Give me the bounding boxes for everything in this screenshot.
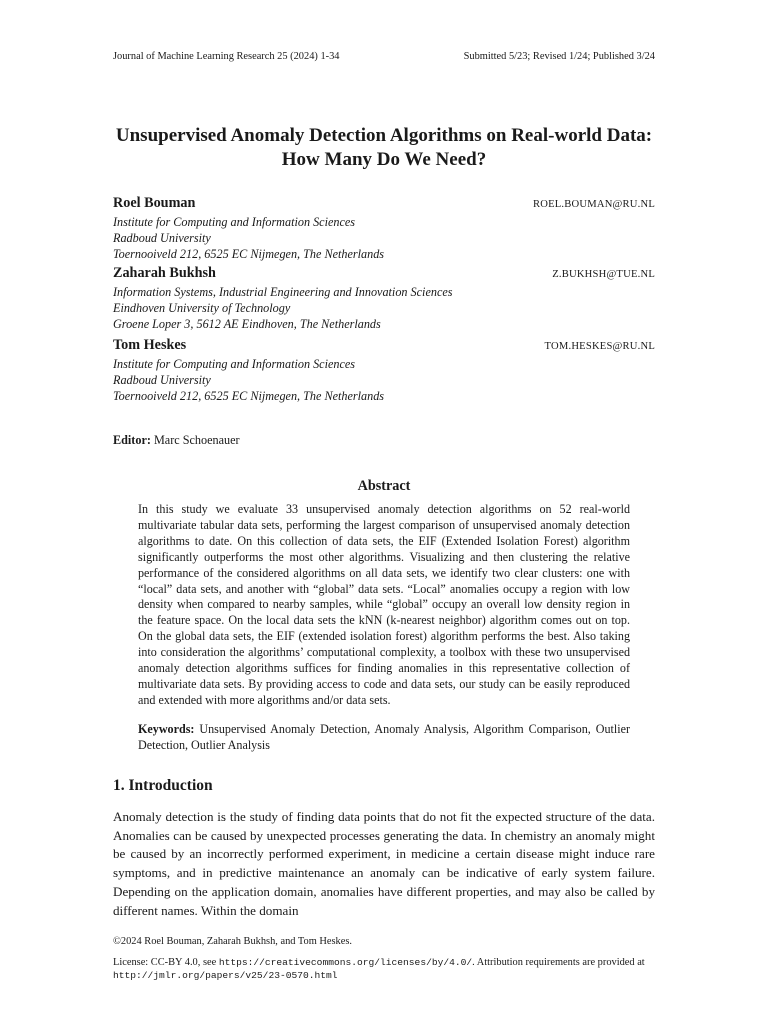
license-prefix: License: CC-BY 4.0, see: [113, 957, 219, 968]
affiliation-line: Institute for Computing and Information Sciences: [113, 357, 356, 371]
affiliation-line: Eindhoven University of Technology: [113, 301, 291, 315]
affiliation-line: Information Systems, Industrial Engineering and Innovation Sciences: [113, 285, 453, 299]
author-name: Tom Heskes: [113, 337, 187, 353]
section-heading: 1. Introduction: [113, 777, 213, 794]
affiliation-line: Institute for Computing and Information Sciences: [113, 215, 356, 229]
affiliation-line: Groene Loper 3, 5612 AE Eindhoven, The Netherlands: [113, 317, 381, 331]
affiliation-line: Toernooiveld 212, 6525 EC Nijmegen, The Netherlands: [113, 247, 385, 261]
affiliation-line: Toernooiveld 212, 6525 EC Nijmegen, The Netherlands: [113, 389, 385, 403]
author-block: [113, 337, 655, 404]
license-link[interactable]: https://creativecommons.org/licenses/by/4.0/: [218, 957, 473, 968]
editor-label: Editor:: [113, 433, 151, 447]
copyright-notice: ©2024 Roel Bouman, Zaharah Bukhsh, and Tom Heskes.: [113, 936, 352, 947]
keywords: [138, 722, 630, 754]
license-notice: [113, 956, 658, 982]
author-name: Zaharah Bukhsh: [113, 265, 216, 281]
section-body: Anomaly detection is the study of finding data points that do not fit the expected structure of the data. Anomalies can be caused by unexpected processes generating the data. In chemistry an anomaly might be caused by an incorrectly performed experiment, in medicine a certain disease might induce rare symptoms, and in predictive maintenance an anomaly can be indicative of early system failure. Depending on the application domain, anomalies have different properties, and may also be called by different names. Within the domain: [113, 809, 655, 918]
abstract-heading: Abstract: [357, 478, 411, 494]
author-email[interactable]: Z.BUKHSH@TUE.NL: [552, 269, 655, 280]
license-mid: . Attribution requirements are provided at: [472, 957, 645, 968]
keywords-text: Unsupervised Anomaly Detection, Anomaly Analysis, Algorithm Comparison, Outlier Detection, Outlier Analysis: [138, 722, 630, 752]
editor-line: [113, 433, 240, 448]
paper-title: Unsupervised Anomaly Detection Algorithms on Real-world Data: How Many Do We Need?: [115, 125, 653, 170]
author-name: Roel Bouman: [113, 195, 196, 211]
abstract-text: In this study we evaluate 33 unsupervised anomaly detection algorithms on 52 real-world multivariate tabular data sets, performing the largest comparison of unsupervised anomaly detection algorithms to date. On this collection of data sets, the EIF (Extended Isolation Forest) algorithm significantly outperforms the most other algorithms. Visualizing and then clustering the relative performance of the considered algorithms on all data sets, we identify two clear clusters: one with “local” data sets, and another with “global” data sets. “Local” anomalies occupy a region with low density when compared to nearby samples, while “global” occupy an overall low density region in the feature space. On the local data sets the kNN (k-nearest neighbor) algorithm comes out on top. On the global data sets, the EIF (extended isolation forest) algorithm performs the best. Also taking into consideration the algorithms’ computational complexity, a toolbox with these two unsupervised anomaly detection algorithms suffices for finding anomalies in this representative collection of multivariate data sets. By providing access to code and data sets, our study can be easily reproduced and extended with more algorithms and/or data sets.: [138, 502, 630, 707]
attribution-link[interactable]: http://jmlr.org/papers/v25/23-0570.html: [113, 970, 338, 982]
editor-name: Marc Schoenauer: [153, 433, 240, 447]
journal-info: Journal of Machine Learning Research 25 (2024) 1-34: [113, 51, 340, 62]
keywords-label: Keywords:: [138, 722, 195, 736]
author-block: [113, 195, 655, 262]
affiliation-line: Radboud University: [113, 373, 211, 387]
affiliation-line: Radboud University: [113, 231, 211, 245]
author-email[interactable]: TOM.HESKES@RU.NL: [544, 341, 655, 352]
running-header: [113, 51, 655, 62]
author-block: [113, 265, 655, 332]
submission-dates: Submitted 5/23; Revised 1/24; Published 3/24: [463, 51, 655, 62]
author-email[interactable]: ROEL.BOUMAN@RU.NL: [532, 199, 655, 210]
